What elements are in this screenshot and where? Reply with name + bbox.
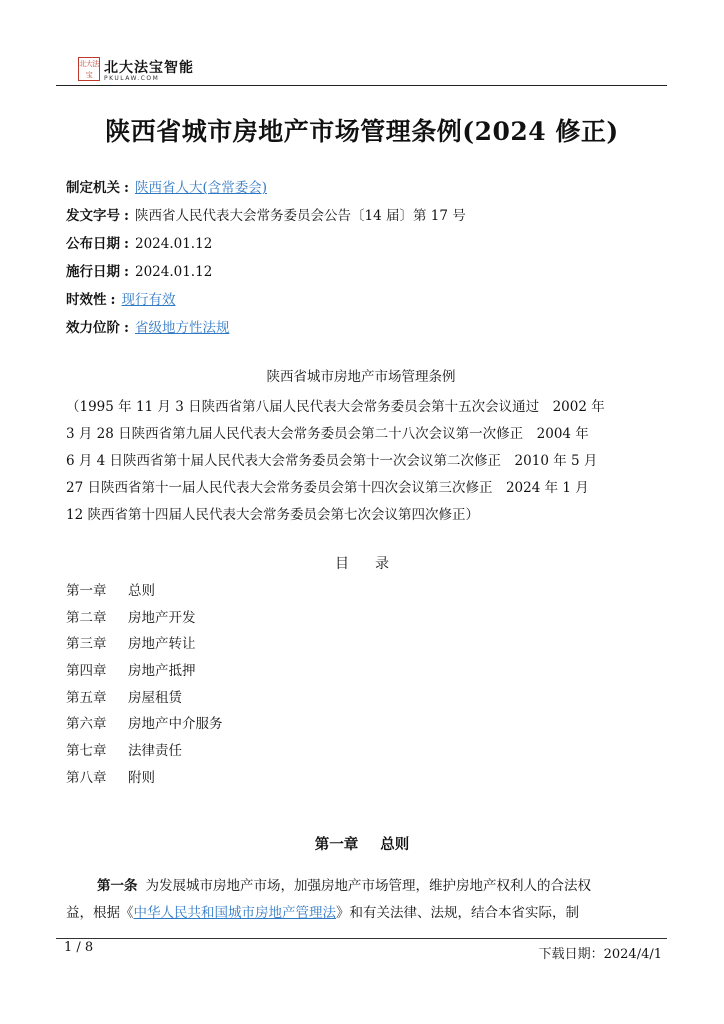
toc-item[interactable]: 第四章 房地产抵押 xyxy=(66,663,196,680)
meta-label: 发文字号 xyxy=(66,208,120,224)
meta-row-validity: 时效性 : 现行有效 xyxy=(66,292,176,308)
meta-row-level: 效力位阶 : 省级地方性法规 xyxy=(66,320,230,336)
meta-row-publish-date: 公布日期 : 2024.01.12 xyxy=(66,236,213,252)
meta-value: 陕西省人民代表大会常务委员会公告〔14 届〕第 17 号 xyxy=(134,208,466,224)
meta-row-issuer: 制定机关 : 陕西省人大(含常委会) xyxy=(66,180,268,196)
history-line: 6 月 4 日陕西省第十届人民代表大会常务委员会第十一次会议第二次修正 2010 年 5 月 xyxy=(66,453,598,469)
meta-label: 时效性 xyxy=(66,292,107,308)
toc-item[interactable]: 第八章 附则 xyxy=(66,769,155,786)
law-reference-link[interactable]: 中华人民共和国城市房地产管理法 xyxy=(133,905,336,921)
pkulaw-url: PKULAW.COM xyxy=(104,75,160,82)
document-title: 陕西省城市房地产市场管理条例(2024 修正) xyxy=(105,117,619,146)
amendment-history xyxy=(66,394,656,529)
toc-item[interactable]: 第七章 法律责任 xyxy=(66,743,182,760)
toc-title: 目录 xyxy=(335,556,415,572)
validity-link[interactable]: 现行有效 xyxy=(121,292,176,308)
toc-item[interactable]: 第二章 房地产开发 xyxy=(66,609,196,626)
history-line: 3 月 28 日陕西省第九届人民代表大会常务委员会第二十八次会议第一次修正 2004 年 xyxy=(66,426,589,442)
header-divider xyxy=(56,85,667,86)
page-number: 1 / 8 xyxy=(64,940,94,955)
article-1: 第一条 为发展城市房地产市场，加强房地产市场管理，维护房地产权利人的合法权 益，根据《中华人民共和国城市房地产管理法》和有关法律、法规，结合本省实际，制 xyxy=(66,878,591,921)
toc-item[interactable]: 第三章 房地产转让 xyxy=(66,636,196,653)
table-of-contents xyxy=(66,578,223,792)
meta-label: 施行日期 xyxy=(66,264,120,280)
meta-value: 2024.01.12 xyxy=(134,264,213,280)
issuer-link[interactable]: 陕西省人大(含常委会) xyxy=(134,180,268,196)
document-metadata xyxy=(66,178,666,346)
toc-item[interactable]: 第六章 房地产中介服务 xyxy=(66,716,223,733)
level-link[interactable]: 省级地方性法规 xyxy=(134,320,230,336)
history-line: （1995 年 11 月 3 日陕西省第八届人民代表大会常务委员会第十五次会议通过 2002 年 xyxy=(66,399,605,415)
history-line: 27 日陕西省第十一届人民代表大会常务委员会第十四次会议第三次修正 2024 年 1 月 xyxy=(66,480,589,496)
meta-label: 公布日期 xyxy=(66,236,120,252)
doc-heading: 陕西省城市房地产市场管理条例 xyxy=(266,369,456,385)
pkulaw-brand[interactable]: 北大法宝智能 xyxy=(104,60,194,76)
meta-value: 2024.01.12 xyxy=(134,236,213,252)
history-line: 12 陕西省第十四届人民代表大会常务委员会第七次会议第四次修正） xyxy=(66,507,479,523)
meta-label: 效力位阶 xyxy=(66,320,120,336)
chapter-heading: 第一章 总则 xyxy=(314,837,410,853)
toc-item[interactable]: 第五章 房屋租赁 xyxy=(66,689,182,706)
site-header xyxy=(78,55,666,87)
article-label: 第一条 xyxy=(97,878,138,894)
download-date: 下载日期：2024/4/1 xyxy=(538,947,662,962)
pkulaw-logo-seal: 北大法宝 xyxy=(78,57,100,81)
meta-label: 制定机关 xyxy=(66,180,120,196)
footer-divider xyxy=(56,938,667,939)
meta-row-effective-date: 施行日期 : 2024.01.12 xyxy=(66,264,213,280)
article-text: 为发展城市房地产市场，加强房地产市场管理，维护房地产权利人的合法权 xyxy=(145,878,591,894)
meta-row-doc-number: 发文字号 : 陕西省人民代表大会常务委员会公告〔14 届〕第 17 号 xyxy=(66,208,466,224)
toc-item[interactable]: 第一章 总则 xyxy=(66,583,155,599)
